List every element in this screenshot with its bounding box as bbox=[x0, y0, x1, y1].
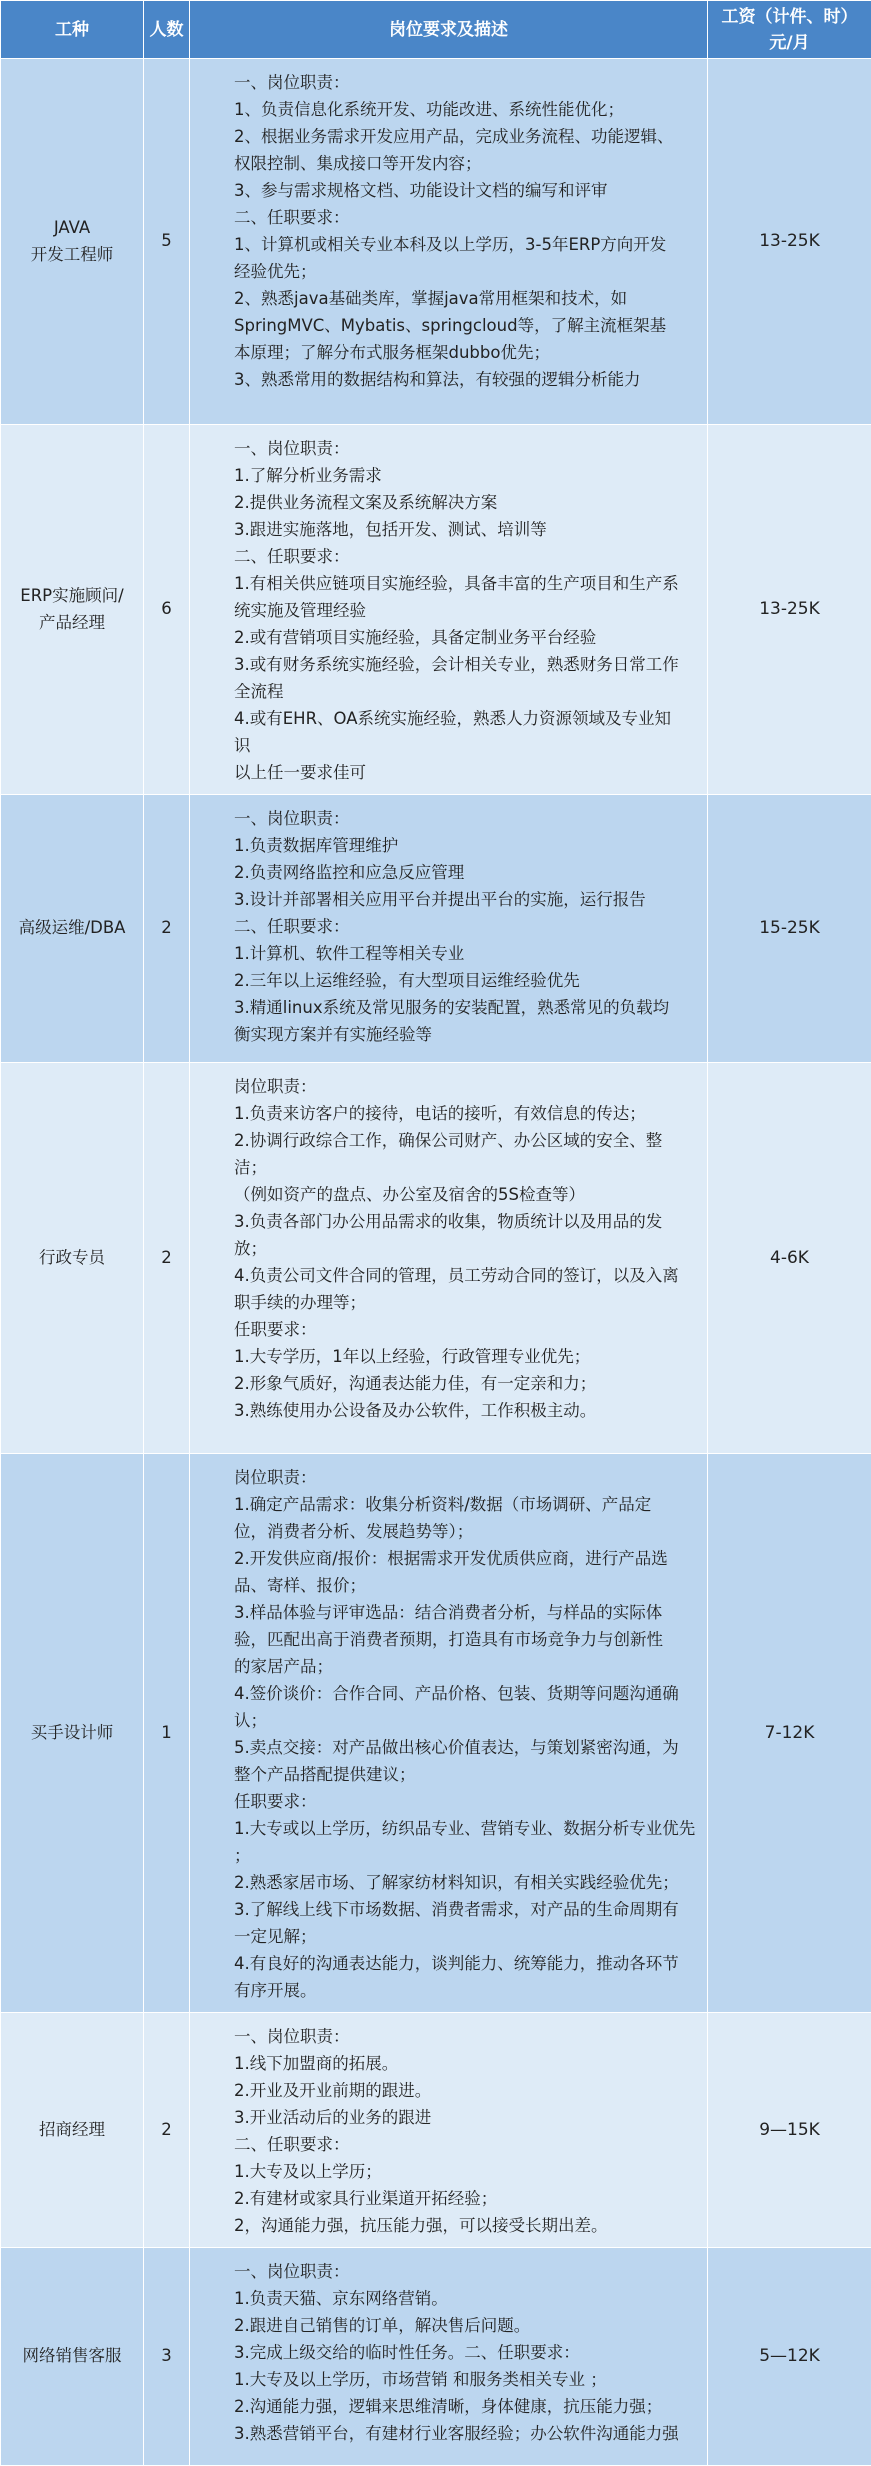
description-cell: 一、岗位职责： 1.了解分析业务需求 2.提供业务流程文案及系统解决方案 3.跟进实施落地，包括开发、测试、培训等 二、任职要求： 1.有相关供应链项目实施经验，具备丰富的生产项目和生产系 统实施及管理经验 2.或有营销项目实施经验，具备定制业务平台经验 3.或有财务系统实施经验，会计相关专业，熟悉财务日常工作 全流程 4.或有EHR、OA系统实施经验，熟悉人力资源领域及专业知 识 以上任一要求佳可 bbox=[190, 425, 708, 795]
salary-cell: 5—12K bbox=[708, 2248, 871, 2466]
table-row bbox=[1, 1063, 871, 1454]
header-salary: 工资（计件、时） 元/月 bbox=[708, 1, 871, 59]
job-type-cell: 招商经理 bbox=[1, 2013, 144, 2248]
headcount-cell: 6 bbox=[144, 425, 190, 795]
job-type-cell: 买手设计师 bbox=[1, 1454, 144, 2013]
headcount-cell: 3 bbox=[144, 2248, 190, 2466]
job-type-cell: ERP实施顾问/ 产品经理 bbox=[1, 425, 144, 795]
job-type-cell: JAVA 开发工程师 bbox=[1, 59, 144, 425]
description-cell: 一、岗位职责： 1、负责信息化系统开发、功能改进、系统性能优化； 2、根据业务需求开发应用产品，完成业务流程、功能逻辑、 权限控制、集成接口等开发内容； 3、参与需求规格文档、功能设计文档的编写和评审 二、任职要求： 1、计算机或相关专业本科及以上学历，3-5年ERP方向开发 经验优先； 2、熟悉java基础类库，掌握java常用框架和技术，如 SpringMVC、Mybatis、springcloud等，了解主流框架基 本原理；了解分布式服务框架dubbo优先； 3、熟悉常用的数据结构和算法，有较强的逻辑分析能力 bbox=[190, 59, 708, 425]
header-job-type: 工种 bbox=[1, 1, 144, 59]
table-row bbox=[1, 795, 871, 1063]
table-row bbox=[1, 59, 871, 425]
header-headcount: 人数 bbox=[144, 1, 190, 59]
table-row bbox=[1, 2248, 871, 2466]
headcount-cell: 2 bbox=[144, 795, 190, 1063]
salary-cell: 7-12K bbox=[708, 1454, 871, 2013]
job-type-cell: 高级运维/DBA bbox=[1, 795, 144, 1063]
headcount-cell: 2 bbox=[144, 1063, 190, 1454]
description-cell: 岗位职责： 1.确定产品需求：收集分析资料/数据（市场调研、产品定 位，消费者分析、发展趋势等）； 2.开发供应商/报价：根据需求开发优质供应商，进行产品选 品、寄样、报价； 3.样品体验与评审选品：结合消费者分析，与样品的实际体 验，匹配出高于消费者预期，打造具有市场竞争力与创新性 的家居产品； 4.签价谈价：合作合同、产品价格、包装、货期等问题沟通确 认； 5.卖点交接：对产品做出核心价值表达，与策划紧密沟通，为 整个产品搭配提供建议； 任职要求： 1.大专或以上学历，纺织品专业、营销专业、数据分析专业优先 ； 2.熟悉家居市场、了解家纺材料知识，有相关实践经验优先； 3.了解线上线下市场数据、消费者需求，对产品的生命周期有 一定见解； 4.有良好的沟通表达能力，谈判能力、统筹能力，推动各环节 有序开展。 bbox=[190, 1454, 708, 2013]
table-row bbox=[1, 2013, 871, 2248]
job-type-cell: 网络销售客服 bbox=[1, 2248, 144, 2466]
salary-cell: 9—15K bbox=[708, 2013, 871, 2248]
headcount-cell: 2 bbox=[144, 2013, 190, 2248]
salary-cell: 15-25K bbox=[708, 795, 871, 1063]
salary-cell: 13-25K bbox=[708, 425, 871, 795]
headcount-cell: 1 bbox=[144, 1454, 190, 2013]
salary-cell: 4-6K bbox=[708, 1063, 871, 1454]
job-type-cell: 行政专员 bbox=[1, 1063, 144, 1454]
header-row bbox=[1, 1, 871, 59]
table-row bbox=[1, 425, 871, 795]
headcount-cell: 5 bbox=[144, 59, 190, 425]
table-row bbox=[1, 1454, 871, 2013]
description-cell: 一、岗位职责： 1.负责数据库管理维护 2.负责网络监控和应急反应管理 3.设计并部署相关应用平台并提出平台的实施，运行报告 二、任职要求： 1.计算机、软件工程等相关专业 2.三年以上运维经验，有大型项目运维经验优先 3.精通linux系统及常见服务的安装配置，熟悉常见的负载均 衡实现方案并有实施经验等 bbox=[190, 795, 708, 1063]
description-cell: 一、岗位职责： 1.负责天猫、京东网络营销。 2.跟进自己销售的订单，解决售后问题。 3.完成上级交给的临时性任务。二、任职要求： 1.大专及以上学历，市场营销 和服务类相关专业 ； 2.沟通能力强，逻辑来思维清晰，身体健康，抗压能力强； 3.熟悉营销平台，有建材行业客服经验；办公软件沟通能力强 bbox=[190, 2248, 708, 2466]
description-cell: 一、岗位职责： 1.线下加盟商的拓展。 2.开业及开业前期的跟进。 3.开业活动后的业务的跟进 二、任职要求： 1.大专及以上学历； 2.有建材或家具行业渠道开拓经验； 2，沟通能力强，抗压能力强，可以接受长期出差。 bbox=[190, 2013, 708, 2248]
salary-cell: 13-25K bbox=[708, 59, 871, 425]
header-description: 岗位要求及描述 bbox=[190, 1, 708, 59]
description-cell: 岗位职责： 1.负责来访客户的接待，电话的接听，有效信息的传达； 2.协调行政综合工作，确保公司财产、办公区域的安全、整 洁； （例如资产的盘点、办公室及宿舍的5S检查等） 3.负责各部门办公用品需求的收集，物质统计以及用品的发 放； 4.负责公司文件合同的管理，员工劳动合同的签订，以及入离 职手续的办理等； 任职要求： 1.大专学历，1年以上经验，行政管理专业优先； 2.形象气质好，沟通表达能力佳，有一定亲和力； 3.熟练使用办公设备及办公软件，工作积极主动。 bbox=[190, 1063, 708, 1454]
